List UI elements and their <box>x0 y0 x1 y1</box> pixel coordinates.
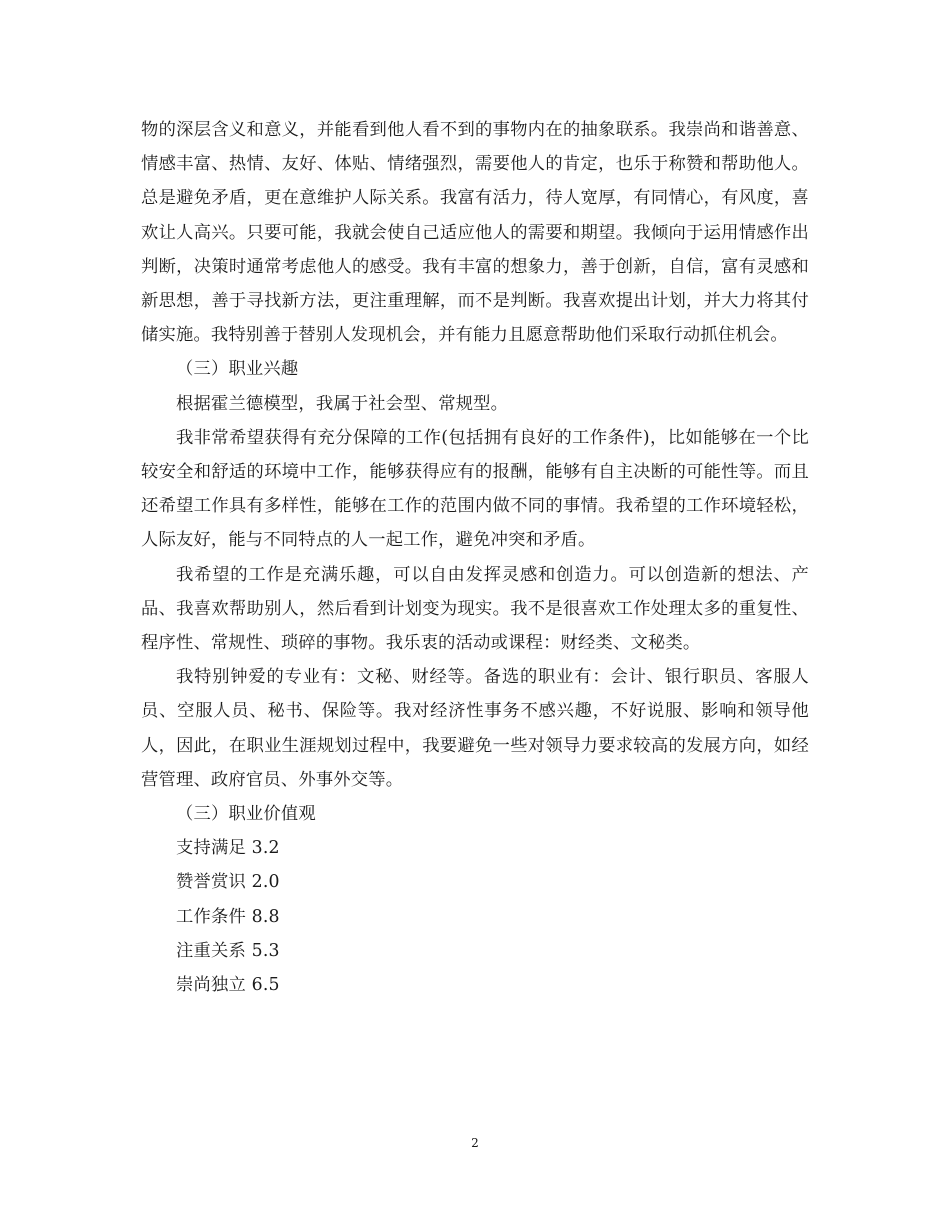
section-heading-career-interest: （三）职业兴趣 <box>176 359 299 380</box>
value-item: 支持满足 3.2 <box>176 838 280 859</box>
value-item: 工作条件 8.8 <box>176 906 280 927</box>
paragraph-job-security: 我非常希望获得有充分保障的工作(包括拥有良好的工作条件)，比如能够在一个比较安全和舒适的环境中工作，能够获得应有的报酬，能够有自主决断的可能性等。而且还希望工作具有多样性，能够在工作的范围内做不同的事情。我希望的工作环境轻松，人际友好，能与不同特点的人一起工作，避免冲突和矛盾。 <box>141 427 809 551</box>
paragraph-preferred-majors: 我特别钟爱的专业有：文秘、财经等。备选的职业有：会计、银行职员、客服人员、空服人员、秘书、保险等。我对经济性事务不感兴趣，不好说服、影响和领导他人，因此，在职业生涯规划过程中，我要避免一些对领导力要求较高的发展方向，如经营管理、政府官员、外事外交等。 <box>141 667 809 790</box>
page-number: 2 <box>471 1136 479 1150</box>
value-item: 崇尚独立 6.5 <box>176 975 280 996</box>
page-body <box>141 113 809 1002</box>
paragraph-personality-continued: 物的深层含义和意义，并能看到他人看不到的事物内在的抽象联系。我崇尚和谐善意、情感丰富、热情、友好、体贴、情绪强烈，需要他人的肯定，也乐于称赞和帮助他人。总是避免矛盾，更在意维护人际关系。我富有活力，待人宽厚，有同情心，有风度，喜欢让人高兴。只要可能，我就会使自己适应他人的需要和期望。我倾向于运用情感作出判断，决策时通常考虑他人的感受。我有丰富的想象力，善于创新，自信，富有灵感和新思想，善于寻找新方法，更注重理解，而不是判断。我喜欢提出计划，并大力将其付储实施。我特别善于替别人发现机会，并有能力且愿意帮助他们采取行动抓住机会。 <box>141 120 809 346</box>
value-item: 赞誉赏识 2.0 <box>176 872 280 893</box>
paragraph-job-fun: 我希望的工作是充满乐趣，可以自由发挥灵感和创造力。可以创造新的想法、产品、我喜欢帮助别人，然后看到计划变为现实。我不是很喜欢工作处理太多的重复性、程序性、常规性、琐碎的事物。我乐衷的活动或课程：财经类、文秘类。 <box>141 564 809 654</box>
value-item: 注重关系 5.3 <box>176 940 280 961</box>
section-heading-career-values: （三）职业价值观 <box>176 804 316 825</box>
paragraph-holland-model: 根据霍兰德模型，我属于社会型、常规型。 <box>176 393 509 414</box>
